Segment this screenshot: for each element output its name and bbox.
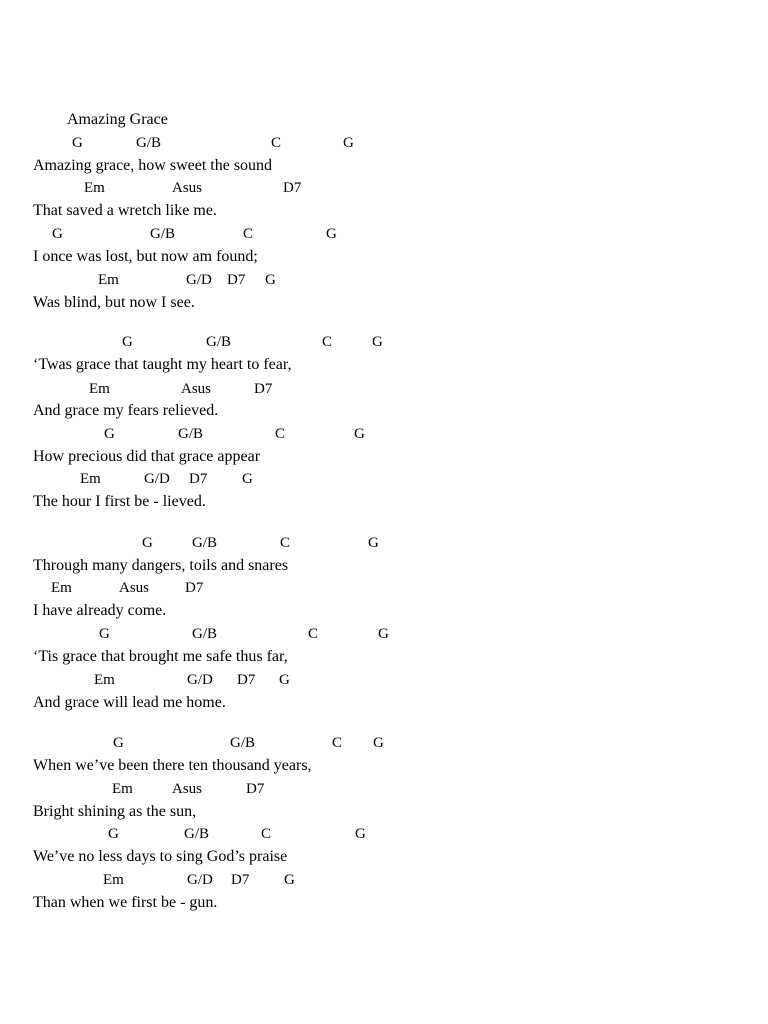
chord: G [378,626,389,642]
lyric-line: The hour I first be - lieved. [33,493,206,510]
lyric-line: When we’ve been there ten thousand years, [33,757,312,774]
chord: Asus [119,580,150,596]
chord: C [243,226,254,242]
chord: D7 [237,672,256,688]
chord: C [275,426,286,442]
chord: Em [80,471,101,487]
chord: Em [103,872,124,888]
chord: G/B [192,626,218,642]
chord: G [372,334,383,350]
chord: G [104,426,115,442]
chord: Em [51,580,72,596]
chord: G [343,135,354,151]
lyric-line: I have already come. [33,602,167,619]
chord: G [326,226,337,242]
chord: G [99,626,110,642]
chord: Em [84,180,105,196]
chord: G/D [187,872,213,888]
lyric-line: That saved a wretch like me. [33,202,217,219]
chord: Asus [172,180,203,196]
chord: Asus [181,381,212,397]
chord: G [52,226,63,242]
lyric-line: Was blind, but now I see. [33,294,195,311]
lyric-line: We’ve no less days to sing God’s praise [33,848,288,865]
chord: D7 [185,580,204,596]
chord: G [142,535,153,551]
chord: C [261,826,272,842]
chord: G/D [186,272,212,288]
chord: G [265,272,276,288]
lyric-line: ‘Tis grace that brought me safe thus far, [33,648,288,665]
song-title: Amazing Grace [67,111,168,128]
chord: G [355,826,366,842]
chord: C [271,135,282,151]
lyric-line: Through many dangers, toils and snares [33,557,289,574]
chord: G/B [136,135,162,151]
chord: D7 [189,471,208,487]
chord: G [122,334,133,350]
chord: D7 [246,781,265,797]
chord: G [354,426,365,442]
chord: C [280,535,291,551]
chord: D7 [231,872,250,888]
chord: G/B [206,334,232,350]
chord: G [368,535,379,551]
chord: D7 [227,272,246,288]
chord: G [279,672,290,688]
lyric-line: Than when we first be - gun. [33,894,218,911]
chord: G/B [184,826,210,842]
chord: C [308,626,319,642]
chord: G/B [150,226,176,242]
chord: D7 [254,381,273,397]
chord: G/B [192,535,218,551]
lyric-line: And grace will lead me home. [33,694,226,711]
chord: Asus [172,781,203,797]
chord: D7 [283,180,302,196]
chord: Em [98,272,119,288]
lyric-line: And grace my fears relieved. [33,402,219,419]
chord: G [242,471,253,487]
chord: G [373,735,384,751]
chord: G [72,135,83,151]
chord: G/B [230,735,256,751]
chord: Em [94,672,115,688]
chord: C [322,334,333,350]
chord: G [113,735,124,751]
lyric-line: Bright shining as the sun, [33,803,197,820]
chord: G [108,826,119,842]
chord: G/D [187,672,213,688]
lyric-line: How precious did that grace appear [33,448,261,465]
lyric-line: I once was lost, but now am found; [33,248,258,265]
chord: G/B [178,426,204,442]
chord: Em [112,781,133,797]
lyric-line: Amazing grace, how sweet the sound [33,157,273,174]
chord: Em [89,381,110,397]
chord: C [332,735,343,751]
chord: G [284,872,295,888]
lyric-line: ‘Twas grace that taught my heart to fear, [33,356,292,373]
chord: G/D [144,471,170,487]
